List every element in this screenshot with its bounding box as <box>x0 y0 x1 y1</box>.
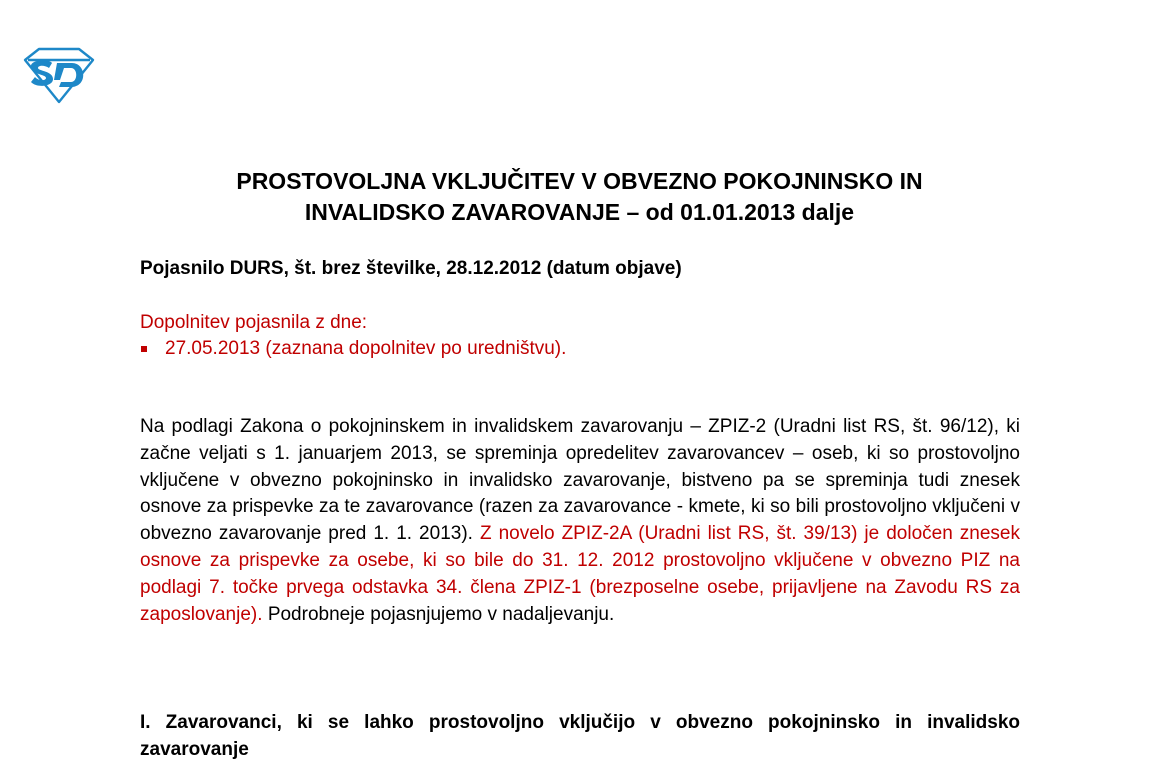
list-item <box>140 336 566 362</box>
document-title <box>140 166 1019 228</box>
intro-paragraph-text: Na podlagi Zakona o pokojninskem in invalidskem zavarovanju – ZPIZ-2 (Uradni list RS, št. 96/12), ki začne veljati s 1. januarjem 2013, se spreminja opredelitev zavarovancev – oseb, ki so prostovoljno vključene v obvezno pokojninsko in invalidsko zavarovanje, bistveno pa se spreminja tudi znesek osnove za prispevke za te zavarovance (razen za zavarovance - kmete, ki so bili prostovoljno vključeni v obvezno zavarovanje pred 1. 1. 2013). <box>140 416 1020 545</box>
document-title-line-2: INVALIDSKO ZAVAROVANJE – od 01.01.2013 dalje <box>304 199 855 225</box>
supplement-list <box>140 336 566 362</box>
source-note: Pojasnilo DURS, št. brez številke, 28.12.2012 (datum objave) <box>140 258 682 279</box>
document-title-line-1: PROSTOVOLJNA VKLJUČITEV V OBVEZNO POKOJNINSKO IN <box>236 168 923 194</box>
section-heading: I. Zavarovanci, ki se lahko prostovoljno vključijo v obvezno pokojninsko in invalidsko zavarovanje <box>140 712 1020 760</box>
intro-paragraph-tail: Podrobneje pojasnjujemo v nadaljevanju. <box>267 603 615 625</box>
amendment-text: Z novelo ZPIZ-2A (Uradni list RS, št. 39/13) je določen znesek osnove za prispevke za osebe, ki so bile do 31. 12. 2012 prostovoljno vključene v obvezno PIZ na podlagi 7. točke prvega odstavka 34. člena ZPIZ-1 (brezposelne osebe, prijavljene na Zavodu RS za zaposlovanje). <box>140 523 1020 625</box>
supplement-item-text: 27.05.2013 (zaznana dopolnitev po uredništvu). <box>165 338 567 359</box>
intro-paragraph <box>140 414 1020 628</box>
sd-shield-logo-icon <box>22 46 96 104</box>
supplement-heading: Dopolnitev pojasnila z dne: <box>140 312 368 333</box>
square-bullet-icon <box>141 346 147 352</box>
